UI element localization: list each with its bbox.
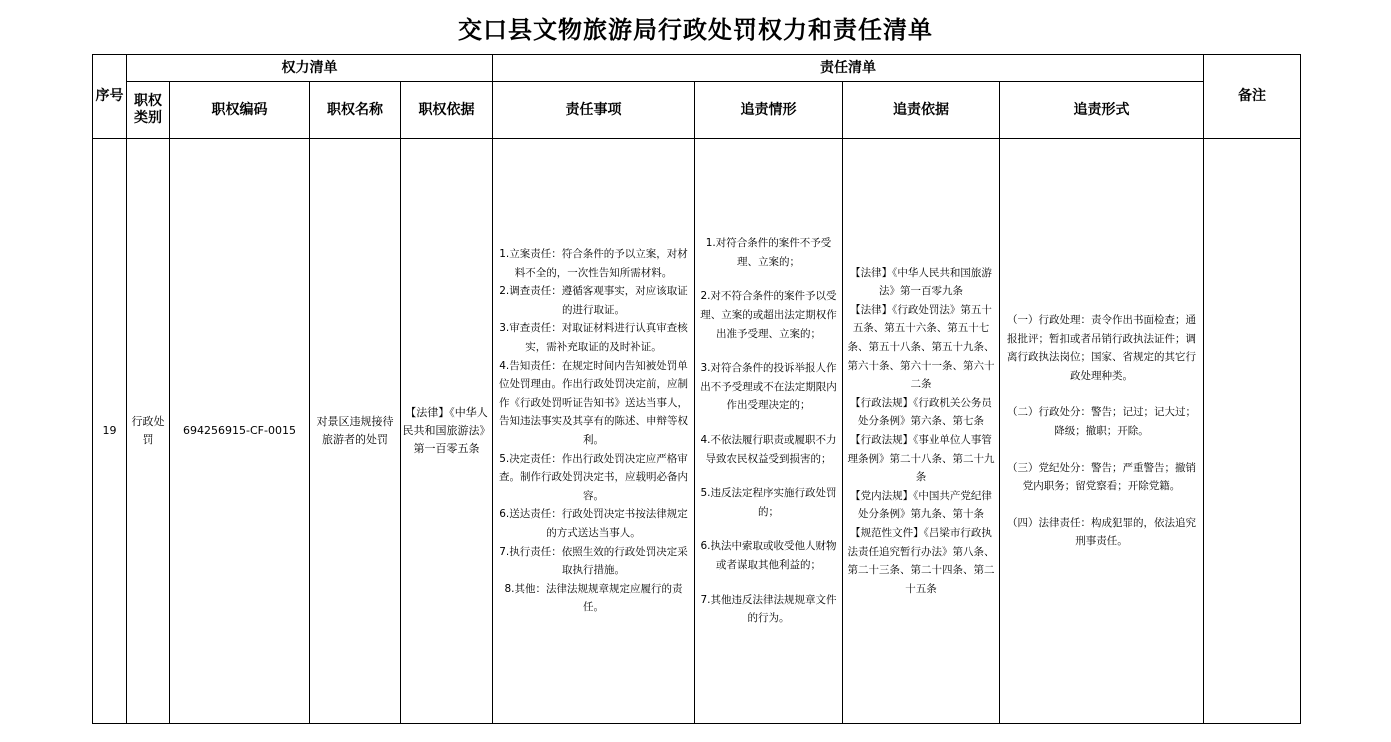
row-power-code: 694256915-CF-0015 — [170, 139, 310, 724]
accountability-basis-item: 【党内法规】《中国共产党纪律处分条例》第九条、第十条 — [850, 489, 992, 521]
accountability-basis-item: 【法律】《中华人民共和国旅游法》第一百零九条 — [850, 266, 992, 298]
accountability-case: 5.违反法定程序实施行政处罚的； — [700, 487, 837, 518]
header-power-basis: 职权依据 — [401, 82, 493, 139]
header-accountability-basis: 追责依据 — [843, 82, 1000, 139]
header-responsibility-list: 责任清单 — [493, 55, 1204, 82]
row-power-basis — [401, 139, 493, 724]
responsibility-item: 1.立案责任：符合条件的予以立案，对材料不全的，一次性告知所需材料。 — [499, 248, 688, 279]
table-row — [93, 139, 1301, 724]
header-power-type — [127, 82, 170, 139]
accountability-basis-item: 【行政法规】《行政机关公务员处分条例》第六条、第七条 — [850, 396, 992, 428]
header-responsibility-items: 责任事项 — [493, 82, 695, 139]
header-seq: 序号 — [93, 55, 127, 139]
header-accountability-cases: 追责情形 — [695, 82, 843, 139]
row-accountability-cases — [695, 139, 843, 724]
responsibility-item: 3.审查责任：对取证材料进行认真审查核实，需补充取证的及时补证。 — [499, 322, 688, 354]
row-power-name-text: 对景区违规接待旅游者的处罚 — [316, 415, 394, 446]
accountability-case: 3.对符合条件的投诉举报人作出不予受理或不在法定期限内作出受理决定的； — [700, 362, 837, 412]
row-remarks — [1204, 139, 1301, 724]
accountability-case: 4.不依法履行职责或履职不力导致农民权益受到损害的； — [700, 434, 837, 465]
accountability-form: （一）行政处理：责令作出书面检查；通报批评；暂扣或者吊销行政执法证件；调离行政执法岗位；国家、省规定的其它行政处理种类。 — [1007, 314, 1196, 382]
accountability-forms-list — [1000, 311, 1203, 551]
row-power-basis-text: 【法律】《中华人民共和国旅游法》第一百零五条 — [402, 406, 491, 455]
responsibility-item: 2.调查责任：遵循客观事实，对应该取证的进行取证。 — [499, 285, 688, 316]
power-responsibility-table — [92, 54, 1301, 724]
header-power-list: 权力清单 — [127, 55, 493, 82]
header-power-code: 职权编码 — [170, 82, 310, 139]
row-power-type-text: 行政处罚 — [131, 415, 165, 446]
row-seq: 19 — [93, 139, 127, 724]
accountability-basis-item: 【行政法规】《事业单位人事管理条例》第二十八条、第二十九条 — [847, 434, 995, 484]
accountability-form: （三）党纪处分：警告；严重警告；撤销党内职务；留党察看；开除党籍。 — [1007, 461, 1196, 493]
responsibility-item: 7.执行责任：依照生效的行政处罚决定采取执行措施。 — [499, 545, 688, 577]
responsibility-items-list — [493, 245, 694, 617]
responsibility-item: 4.告知责任：在规定时间内告知被处罚单位处罚理由。作出行政处罚决定前，应制作《行政处罚听证告知书》送达当事人，告知违法事实及其享有的陈述、申辩等权利。 — [499, 359, 688, 446]
header-remarks: 备注 — [1204, 55, 1301, 139]
row-responsibility-items — [493, 139, 695, 724]
accountability-form: （二）行政处分：警告；记过；记大过；降级；撤职；开除。 — [1007, 406, 1196, 437]
accountability-basis-item: 【规范性文件】《吕梁市行政执法责任追究暂行办法》第八条、第二十三条、第二十四条、第二十五条 — [847, 526, 995, 595]
row-accountability-forms — [1000, 139, 1204, 724]
header-power-type-text: 职权类别 — [134, 93, 162, 126]
row-accountability-basis — [843, 139, 1000, 724]
accountability-case: 1.对符合条件的案件不予受理、立案的； — [705, 237, 832, 268]
responsibility-item: 5.决定责任：作出行政处罚决定应严格审查。制作行政处罚决定书，应载明必备内容。 — [499, 452, 688, 502]
page-title: 交口县文物旅游局行政处罚权力和责任清单 — [458, 15, 933, 44]
row-power-type — [127, 139, 170, 724]
header-accountability-forms: 追责形式 — [1000, 82, 1204, 139]
header-power-name: 职权名称 — [310, 82, 401, 139]
accountability-form: （四）法律责任：构成犯罪的，依法追究刑事责任。 — [1007, 516, 1196, 548]
accountability-basis-list — [843, 264, 999, 599]
row-power-name — [310, 139, 401, 724]
accountability-case: 7.其他违反法律法规规章文件的行为。 — [700, 593, 837, 625]
accountability-case: 6.执法中索取或收受他人财物或者谋取其他利益的； — [700, 540, 837, 571]
responsibility-item: 8.其他：法律法规规章规定应履行的责任。 — [504, 582, 683, 614]
accountability-basis-item: 【法律】《行政处罚法》第五十五条、第五十六条、第五十七条、第五十八条、第五十九条、第六十条、第六十一条、第六十二条 — [847, 303, 995, 391]
accountability-cases-list — [695, 234, 842, 628]
accountability-case: 2.对不符合条件的案件予以受理、立案的或超出法定期权作出准予受理、立案的； — [700, 290, 837, 340]
responsibility-item: 6.送达责任：行政处罚决定书按法律规定的方式送达当事人。 — [499, 508, 688, 539]
